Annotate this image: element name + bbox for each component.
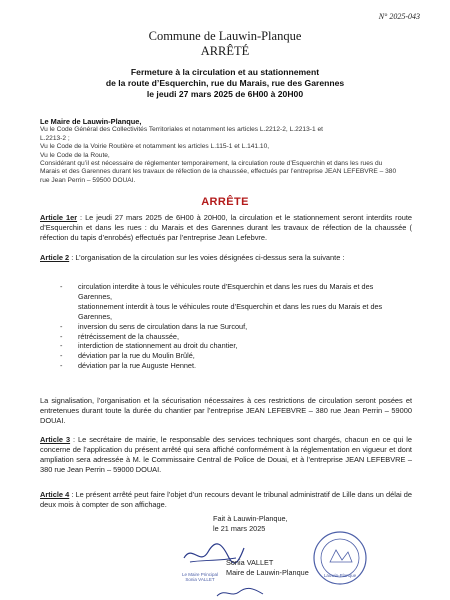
small-stamp-line: Le Maire Principal xyxy=(181,572,218,577)
decree-subject xyxy=(0,67,450,100)
article-1 xyxy=(40,213,412,243)
signature-date: le 21 mars 2025 xyxy=(213,524,266,533)
article-3-label: Article 3 xyxy=(40,435,71,444)
article-2 xyxy=(40,253,412,263)
svg-text:Lauwin-Planque: Lauwin-Planque xyxy=(323,573,357,578)
list-item: - rétrécissement de la chaussée, xyxy=(60,332,405,342)
document-type: ARRÊTÉ xyxy=(200,44,250,58)
article-4-text: : Le présent arrêté peut faire l’objet d’un recours devant le tribunal administratif de Lille dans un délai de deux mois à compter de son affichage. xyxy=(40,490,413,509)
signalisation-paragraph: La signalisation, l’organisation et la sécurisation nécessaires à ces restrictions de circulation seront posées et entretenues durant toute la durée du chantier par l’entreprise JEAN LEFEBVRE – 380 rue Jean Perrin – 59000 DOUAI. xyxy=(40,396,412,425)
subject-line-2: de la route d’Esquerchin, rue du Marais, rue des Garennes xyxy=(105,78,345,88)
list-item: - déviation par la rue du Moulin Brûlé, xyxy=(60,351,405,361)
list-item: - interdiction de stationnement au droit du chantier, xyxy=(60,341,405,351)
article-4 xyxy=(40,490,412,510)
list-item: - circulation interdite à tous le véhicules route d’Esquerchin et dans les rues du Marais et des Garennes, xyxy=(60,282,405,302)
circulation-measures-list xyxy=(60,282,405,371)
subject-line-1: Fermeture à la circulation et au stationnement xyxy=(130,67,320,77)
preamble-line: Vu le Code de la Route, xyxy=(40,151,110,159)
preamble-line: L.2213-2 ; xyxy=(40,134,70,142)
preamble-line: rue Jean Perrin – 59500 DOUAI. xyxy=(40,176,136,184)
article-1-text: : Le jeudi 27 mars 2025 de 6H00 à 20H00, la circulation et le stationnement seront interdits route d’Esquerchin et dans les rues : du Marais et des Garennes durant les travaux de réfection de la chaussée ( réfection du tapis d’enrobés) effectués par l’entreprise Jean Lefebvre. xyxy=(40,213,412,242)
decree-number: N° 2025-043 xyxy=(378,12,420,21)
preamble-line: Marais et des Garennes durant les travaux de réfection de la chaussée, effectués par l’entreprise JEAN LEFEBVRE – 380 xyxy=(40,168,397,176)
arrete-title: ARRÊTE xyxy=(201,196,249,208)
article-1-label: Article 1er xyxy=(40,213,78,222)
small-stamp-line: Sonia VALLET xyxy=(185,577,215,582)
signer-title: Maire de Lauwin-Planque xyxy=(226,568,309,577)
subject-line-3: le jeudi 27 mars 2025 de 6H00 à 20H00 xyxy=(146,89,304,99)
article-2-text: : L’organisation de la circulation sur les voies désignées ci-dessus sera la suivante : xyxy=(69,253,345,262)
signer-block xyxy=(226,558,309,578)
preamble-line: Vu le Code Général des Collectivités Territoriales et notamment les articles L.2212-2, L.2213-1 et xyxy=(40,126,323,134)
list-item: - déviation par la rue Auguste Hennet. xyxy=(60,361,405,371)
preamble-line: Considérant qu’il est nécessaire de réglementer temporairement, la circulation route d’Esquerchin et dans les rues du xyxy=(40,160,383,168)
preamble xyxy=(40,118,420,185)
signer-name: Sonia VALLET xyxy=(226,558,274,567)
secondary-signature xyxy=(215,586,265,600)
list-item: - inversion du sens de circulation dans la rue Surcouf, xyxy=(60,322,405,332)
signature-place: Fait à Lauwin-Planque, xyxy=(213,514,288,523)
signature-place-date xyxy=(213,514,288,534)
commune-name: Commune de Lauwin-Planque xyxy=(148,29,302,43)
mayor-heading: Le Maire de Lauwin-Planque, xyxy=(40,117,142,126)
preamble-line: Vu le Code de la Voirie Routière et notamment les articles L.115-1 et L.141.10, xyxy=(40,143,270,151)
municipal-stamp xyxy=(312,530,368,586)
article-4-label: Article 4 xyxy=(40,490,70,499)
article-2-label: Article 2 xyxy=(40,253,70,262)
article-3-text: : Le secrétaire de mairie, le responsable des services techniques sont chargés, chacun en ce qui le concerne de l’application du présent arrêté qui sera affiché conformément à la réglementation en vigueur et dont ampliation sera adressée à M. le Commissaire Central de Police de Douai, et à l’entreprise JEAN LEFEBVRE – 380 rue Jean Perrin – 59000 DOUAI. xyxy=(40,435,412,474)
list-item: stationnement interdit à tous le véhicules route d’Esquerchin et dans les rues du Marais et des Garennes, xyxy=(78,301,383,321)
article-3 xyxy=(40,435,412,475)
